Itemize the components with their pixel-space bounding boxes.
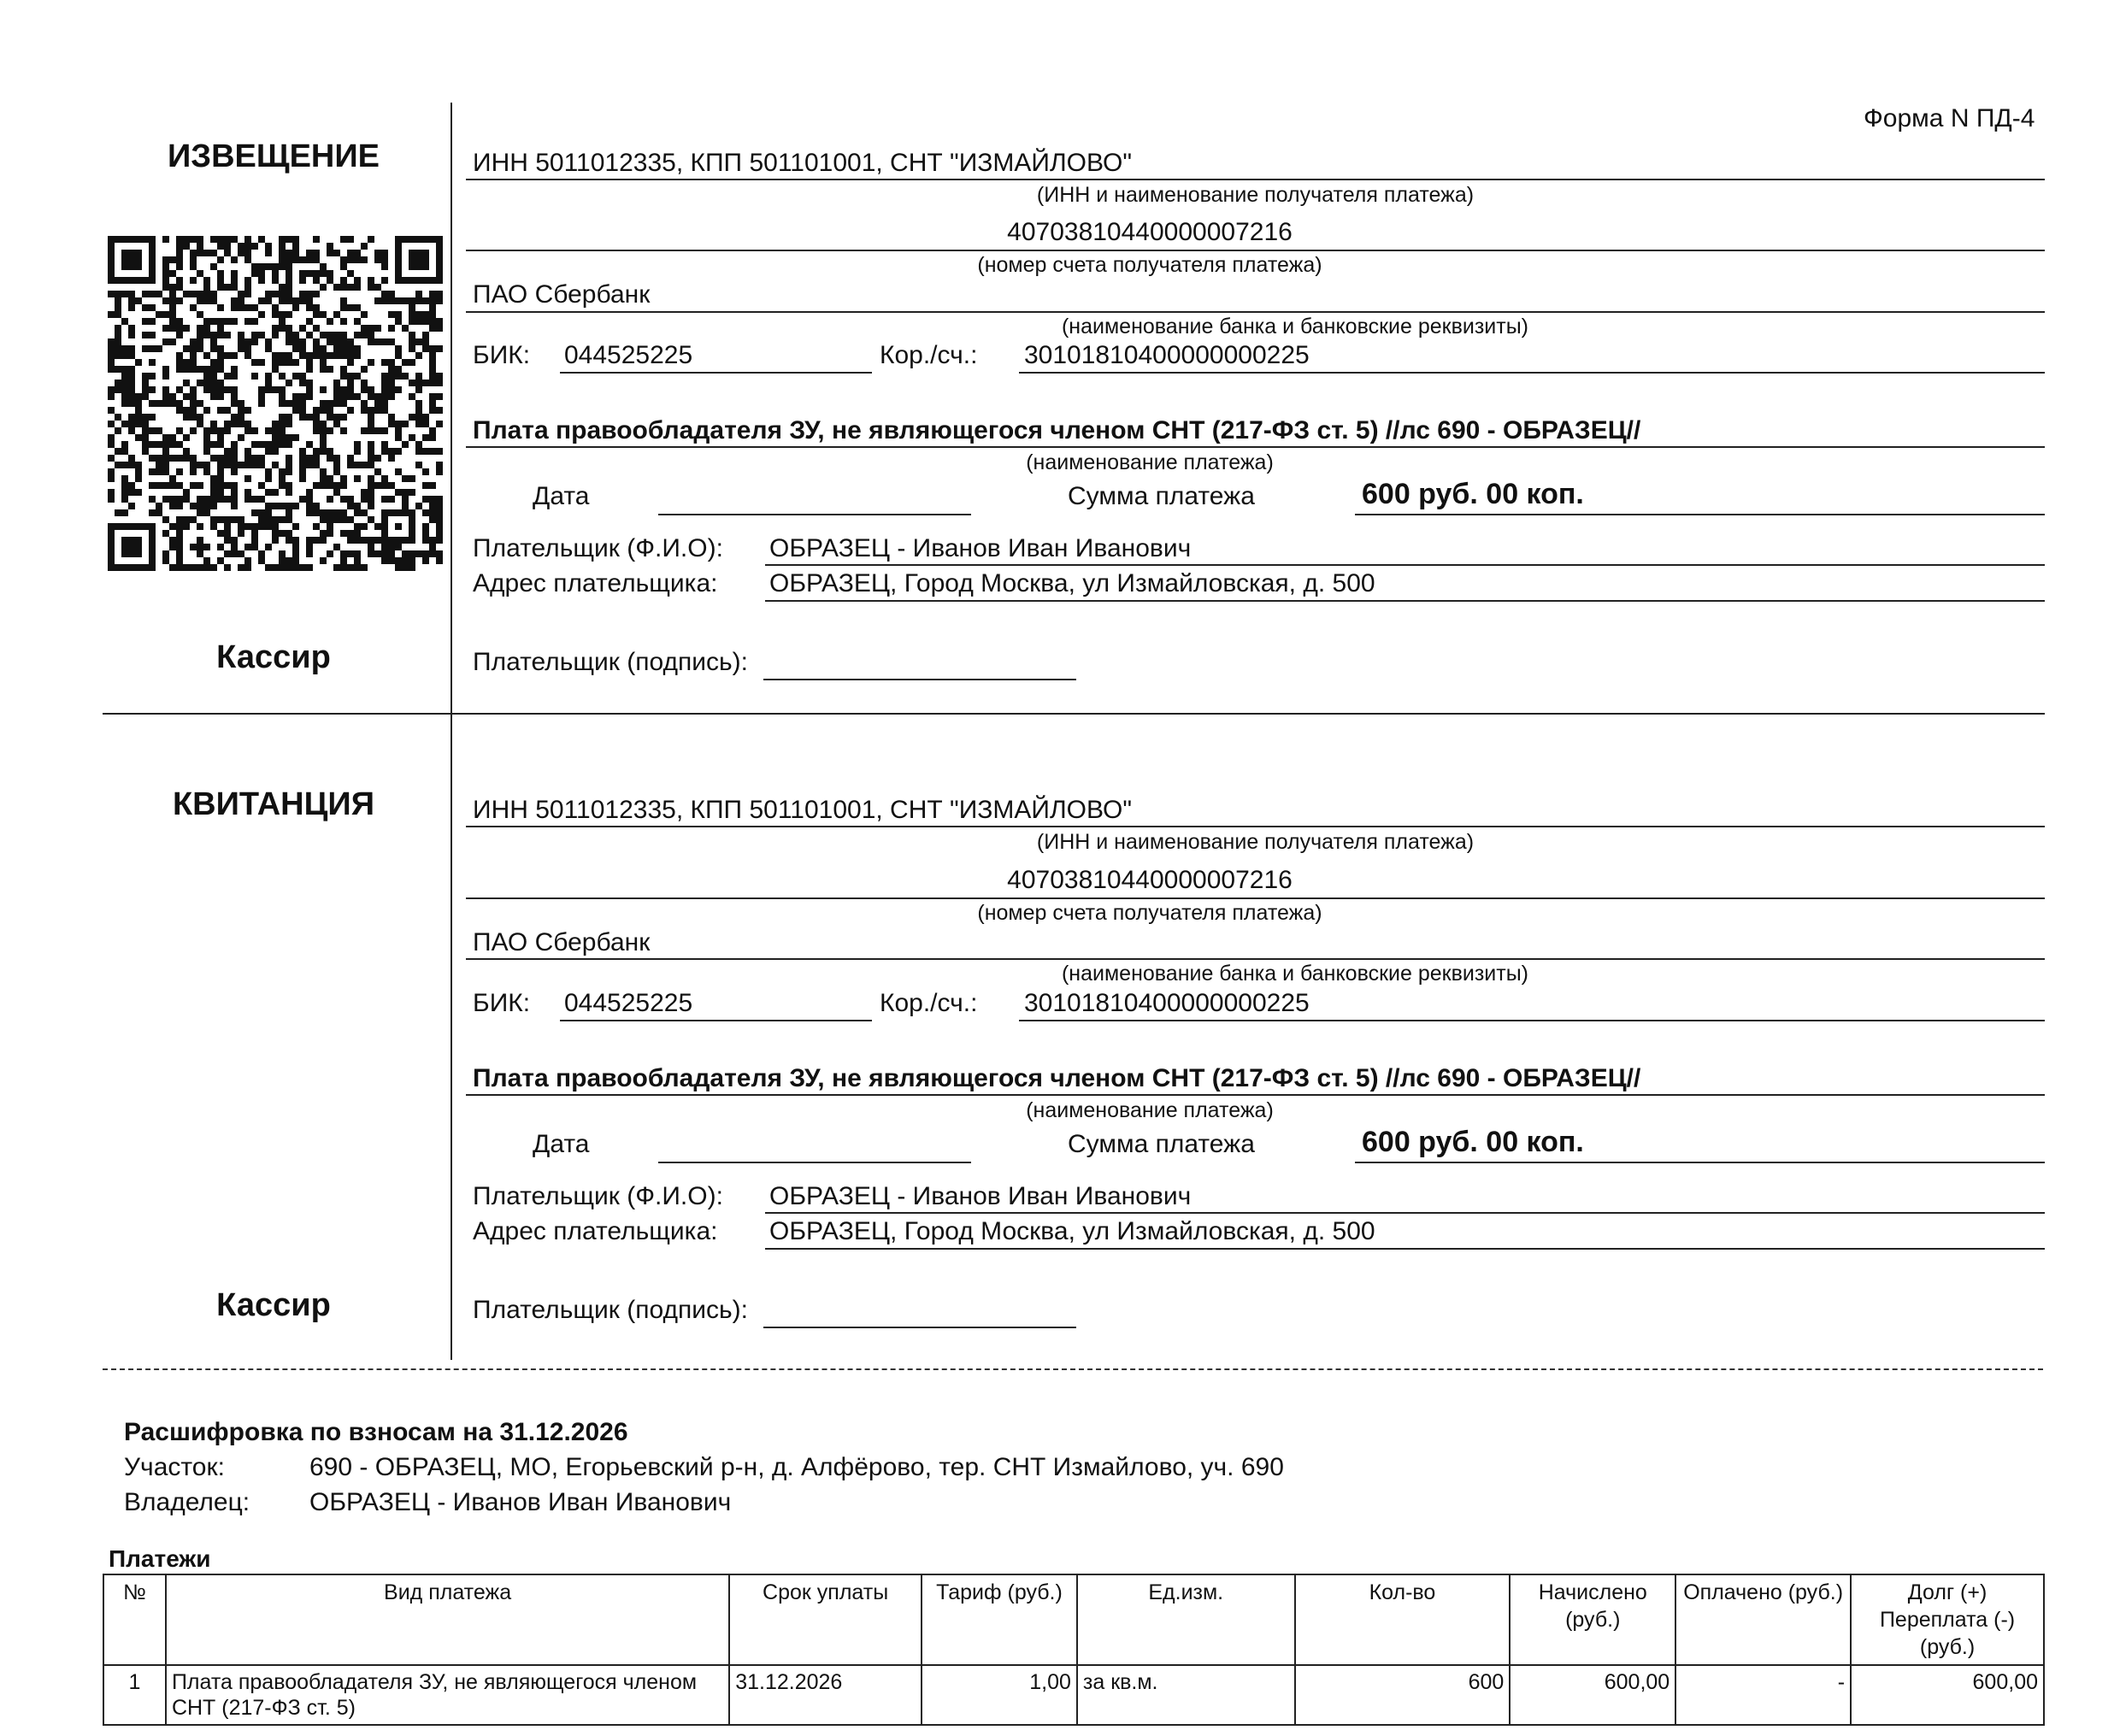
owner-label: Владелец: (124, 1488, 250, 1516)
receipt-address-label: Адрес плательщика: (473, 1217, 718, 1245)
header-debt: Долг (+) Переплата (-) (руб.) (1851, 1574, 2044, 1665)
notice-corr-line (1019, 372, 2045, 374)
header-qty: Кол-во (1295, 1574, 1510, 1665)
receipt-payer: ОБРАЗЕЦ - Иванов Иван Иванович (769, 1182, 1192, 1210)
notice-date-line (658, 514, 971, 515)
receipt-bank-caption: (наименование банка и банковские реквизиты) (1061, 962, 1529, 986)
form-code: Форма N ПД-4 (1864, 104, 2035, 132)
receipt-title: КВИТАНЦИЯ (172, 786, 375, 822)
receipt-bik-line (560, 1020, 872, 1021)
receipt-purpose-line (466, 1094, 2045, 1096)
notice-address-line (765, 600, 2045, 602)
receipt-address: ОБРАЗЕЦ, Город Москва, ул Измайловская, д. 500 (769, 1217, 1375, 1245)
notice-bik-label: БИК: (473, 341, 531, 369)
notice-recipient-line (466, 179, 2045, 180)
receipt-bank-line (466, 958, 2045, 960)
notice-purpose-line (466, 446, 2045, 448)
notice-purpose: Плата правообладателя ЗУ, не являющегося членом СНТ (217-ФЗ ст. 5) //лс 690 - ОБРАЗЕЦ// (473, 416, 1641, 444)
cut-line (103, 1368, 2043, 1370)
receipt-recipient-line (466, 826, 2045, 827)
notice-signature-line (763, 679, 1076, 680)
receipt-corr: 30101810400000000225 (1024, 989, 1310, 1017)
receipt-account: 40703810440000007216 (1007, 866, 1293, 894)
table-row (103, 1665, 2044, 1725)
vertical-divider-top (450, 103, 452, 713)
receipt-bank: ПАО Сбербанк (473, 928, 651, 956)
receipt-amount: 600 руб. 00 коп. (1362, 1126, 1584, 1158)
receipt-corr-label: Кор./сч.: (880, 989, 978, 1017)
notice-amount-line (1355, 514, 2045, 515)
cell-type: Плата правообладателя ЗУ, не являющегося членом СНТ (217-ФЗ ст. 5) (166, 1665, 729, 1725)
notice-amount-label: Сумма платежа (1068, 482, 1255, 510)
notice-corr: 30101810400000000225 (1024, 341, 1310, 369)
cell-num: 1 (103, 1665, 166, 1725)
section-divider (103, 713, 2045, 715)
receipt-payer-line (765, 1212, 2045, 1214)
header-tariff: Тариф (руб.) (922, 1574, 1077, 1665)
notice-cashier: Кассир (216, 639, 331, 675)
receipt-purpose: Плата правообладателя ЗУ, не являющегося членом СНТ (217-ФЗ ст. 5) //лс 690 - ОБРАЗЕЦ// (473, 1064, 1641, 1092)
notice-purpose-caption: (наименование платежа) (1026, 450, 1274, 474)
receipt-cashier: Кассир (216, 1287, 331, 1323)
notice-payer: ОБРАЗЕЦ - Иванов Иван Иванович (769, 534, 1192, 562)
receipt-address-line (765, 1248, 2045, 1250)
notice-recipient: ИНН 5011012335, КПП 501101001, СНТ "ИЗМАЙЛОВО" (473, 149, 1132, 177)
cell-tariff: 1,00 (922, 1665, 1077, 1725)
notice-bik-line (560, 372, 872, 374)
notice-bank: ПАО Сбербанк (473, 280, 651, 309)
receipt-amount-line (1355, 1162, 2045, 1163)
qr-code (108, 236, 443, 571)
header-charged: Начислено (руб.) (1510, 1574, 1675, 1665)
cell-qty: 600 (1295, 1665, 1510, 1725)
notice-recipient-caption: (ИНН и наименование получателя платежа) (1036, 183, 1475, 207)
header-paid: Оплачено (руб.) (1675, 1574, 1851, 1665)
payments-title: Платежи (109, 1545, 211, 1572)
cell-debt: 600,00 (1851, 1665, 2044, 1725)
cell-paid: - (1675, 1665, 1851, 1725)
vertical-divider-bottom (450, 713, 452, 1360)
receipt-account-caption: (номер счета получателя платежа) (977, 901, 1322, 925)
notice-address: ОБРАЗЕЦ, Город Москва, ул Измайловская, д. 500 (769, 569, 1375, 597)
receipt-date-line (658, 1162, 971, 1163)
receipt-bik: 044525225 (564, 989, 693, 1017)
cell-due: 31.12.2026 (729, 1665, 922, 1725)
receipt-purpose-caption: (наименование платежа) (1026, 1098, 1274, 1122)
receipt-bik-label: БИК: (473, 989, 531, 1017)
header-unit: Ед.изм. (1077, 1574, 1295, 1665)
notice-account: 40703810440000007216 (1007, 218, 1293, 246)
notice-account-caption: (номер счета получателя платежа) (977, 253, 1322, 277)
receipt-corr-line (1019, 1020, 2045, 1021)
receipt-recipient: ИНН 5011012335, КПП 501101001, СНТ "ИЗМАЙЛОВО" (473, 796, 1132, 824)
plot-label: Участок: (124, 1453, 225, 1481)
notice-amount: 600 руб. 00 коп. (1362, 478, 1584, 510)
owner-value: ОБРАЗЕЦ - Иванов Иван Иванович (309, 1488, 732, 1516)
notice-bank-caption: (наименование банка и банковские реквизиты) (1061, 315, 1529, 338)
receipt-amount-label: Сумма платежа (1068, 1130, 1255, 1158)
notice-date-label: Дата (533, 482, 590, 510)
notice-title: ИЗВЕЩЕНИЕ (167, 138, 380, 174)
receipt-signature-line (763, 1327, 1076, 1328)
notice-signature-label: Плательщик (подпись): (473, 648, 748, 676)
breakdown-title: Расшифровка по взносам на 31.12.2026 (124, 1418, 628, 1446)
notice-account-line (466, 250, 2045, 251)
receipt-signature-label: Плательщик (подпись): (473, 1296, 748, 1324)
payments-table (103, 1574, 2045, 1726)
receipt-account-line (466, 897, 2045, 899)
plot-value: 690 - ОБРАЗЕЦ, МО, Егорьевский р-н, д. Алфёрово, тер. СНТ Измайлово, уч. 690 (309, 1453, 1284, 1481)
receipt-recipient-caption: (ИНН и наименование получателя платежа) (1036, 830, 1475, 854)
cell-unit: за кв.м. (1077, 1665, 1295, 1725)
notice-payer-label: Плательщик (Ф.И.О): (473, 534, 723, 562)
notice-payer-line (765, 564, 2045, 566)
notice-bank-line (466, 311, 2045, 313)
receipt-date-label: Дата (533, 1130, 590, 1158)
notice-bik: 044525225 (564, 341, 693, 369)
header-due: Срок уплаты (729, 1574, 922, 1665)
payments-header-row (103, 1574, 2044, 1665)
notice-address-label: Адрес плательщика: (473, 569, 718, 597)
receipt-payer-label: Плательщик (Ф.И.О): (473, 1182, 723, 1210)
header-num: № (103, 1574, 166, 1665)
header-type: Вид платежа (166, 1574, 729, 1665)
notice-corr-label: Кор./сч.: (880, 341, 978, 369)
cell-charged: 600,00 (1510, 1665, 1675, 1725)
